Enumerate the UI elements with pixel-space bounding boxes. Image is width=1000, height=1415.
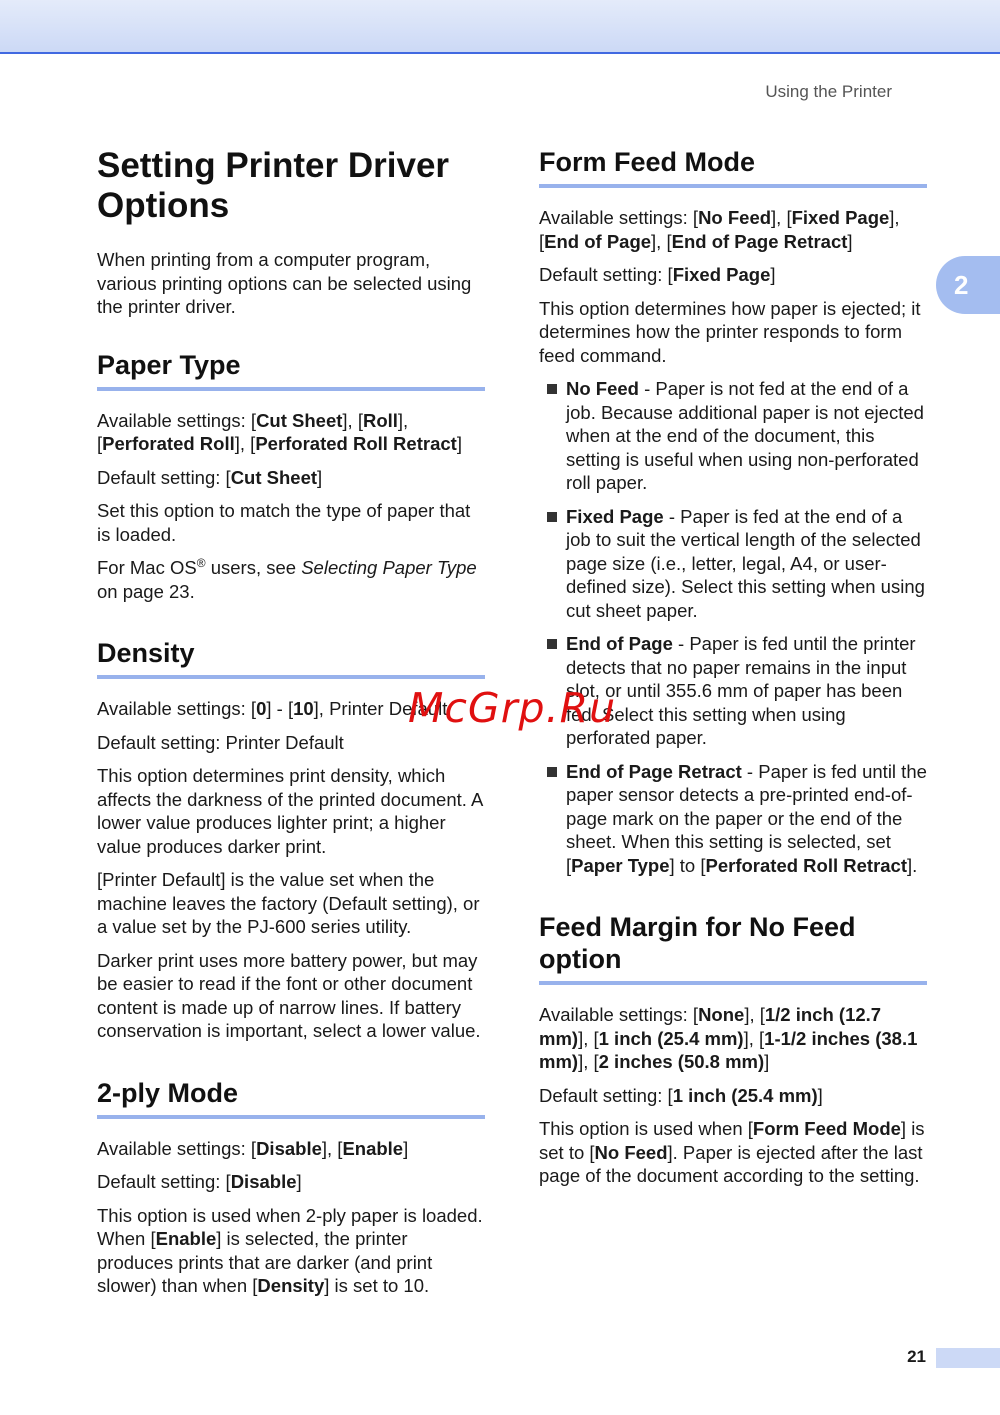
form-feed-available: Available settings: [No Feed], [Fixed Page], [End of Page], [End of Page Retract] (539, 207, 900, 252)
2ply-default: Default setting: [Disable] (97, 1171, 302, 1192)
heading-paper-type: Paper Type (97, 349, 485, 391)
section-2ply-mode (97, 1077, 485, 1298)
2ply-description: This option is used when 2-ply paper is loaded. When [Enable] is selected, the printer produces prints that are darker (and print slower) than when [Density] is set to 10. (97, 1204, 483, 1296)
list-item: End of Page Retract - Paper is fed until the paper sensor detects a pre-printed end-of-page mark on the paper or the end of the sheet. When this setting is selected, set [Paper Type] to [Perforated Roll Retract]. (539, 760, 927, 878)
paper-type-available: Available settings: [Cut Sheet], [Roll], [Perforated Roll], [Perforated Roll Retract] (97, 409, 462, 454)
section-form-feed-mode (539, 146, 927, 877)
form-feed-options-list (539, 377, 927, 877)
cross-reference-link[interactable]: Selecting Paper Type (301, 557, 477, 578)
left-column (97, 146, 485, 1332)
page-number: 21 (907, 1347, 926, 1366)
feed-margin-available: Available settings: [None], [1/2 inch (12.7 mm)], [1 inch (25.4 mm)], [1-1/2 inches (38.1 mm)], [2 inches (50.8 mm)] (539, 1004, 918, 1072)
header-band (0, 0, 1000, 54)
chapter-tab: 2 (936, 256, 1000, 314)
paper-type-description: Set this option to match the type of paper that is loaded. (97, 500, 471, 545)
density-paragraph-1: This option determines print density, which affects the darkness of the printed document. A lower value produces lighter print; a higher value produces darker print. (97, 765, 483, 857)
2ply-available: Available settings: [Disable], [Enable] (97, 1137, 409, 1159)
heading-feed-margin: Feed Margin for No Feed option (539, 911, 927, 985)
feed-margin-default: Default setting: [1 inch (25.4 mm)] (539, 1084, 823, 1106)
running-header: Using the Printer (765, 82, 892, 101)
section-feed-margin (539, 911, 927, 1188)
density-paragraph-2: [Printer Default] is the value set when the machine leaves the factory (Default setting), or a value set by the PJ-600 series utility. (97, 869, 480, 937)
heading-density: Density (97, 637, 485, 679)
density-available: Available settings: [0] - [10], Printer Default (97, 698, 448, 719)
intro-paragraph: When printing from a computer program, various printing options can be selected using the printer driver. (97, 249, 472, 317)
paper-type-mac-note: For Mac OS® users, see Selecting Paper Type on page 23. (97, 555, 477, 602)
density-paragraph-3: Darker print uses more battery power, but may be easier to read if the font or other document content is made up of narrow lines. If battery conservation is important, select a lower value. (97, 949, 481, 1041)
list-item: No Feed - Paper is not fed at the end of a job. Because additional paper is not ejected when at the end of the document, this setting is useful when using non-perforated roll paper. (539, 377, 927, 495)
feed-margin-description: This option is used when [Form Feed Mode] is set to [No Feed]. Paper is ejected after the last page of the document according to the setting. (539, 1118, 925, 1186)
form-feed-default: Default setting: [Fixed Page] (539, 264, 776, 285)
watermark: McGrp.Ru (408, 684, 617, 732)
paper-type-default: Default setting: [Cut Sheet] (97, 466, 323, 488)
list-item: End of Page - Paper is fed until the printer detects that no paper remains in the input slot, or until 355.6 mm of paper has been fed. Select this setting when using perforated paper. (539, 632, 927, 750)
list-item: Fixed Page - Paper is fed at the end of a job to suit the vertical length of the selected page size (i.e., letter, legal, A4, or user-defined size). Select this setting when using cut sheet paper. (539, 505, 927, 623)
footer-band (936, 1348, 1000, 1368)
density-default: Default setting: Printer Default (97, 731, 344, 753)
heading-2ply-mode: 2-ply Mode (97, 1077, 485, 1119)
section-paper-type (97, 349, 485, 604)
heading-form-feed-mode: Form Feed Mode (539, 146, 927, 188)
form-feed-description: This option determines how paper is ejected; it determines how the printer responds to form feed command. (539, 297, 921, 366)
page-title: Setting Printer Driver Options (97, 146, 450, 225)
